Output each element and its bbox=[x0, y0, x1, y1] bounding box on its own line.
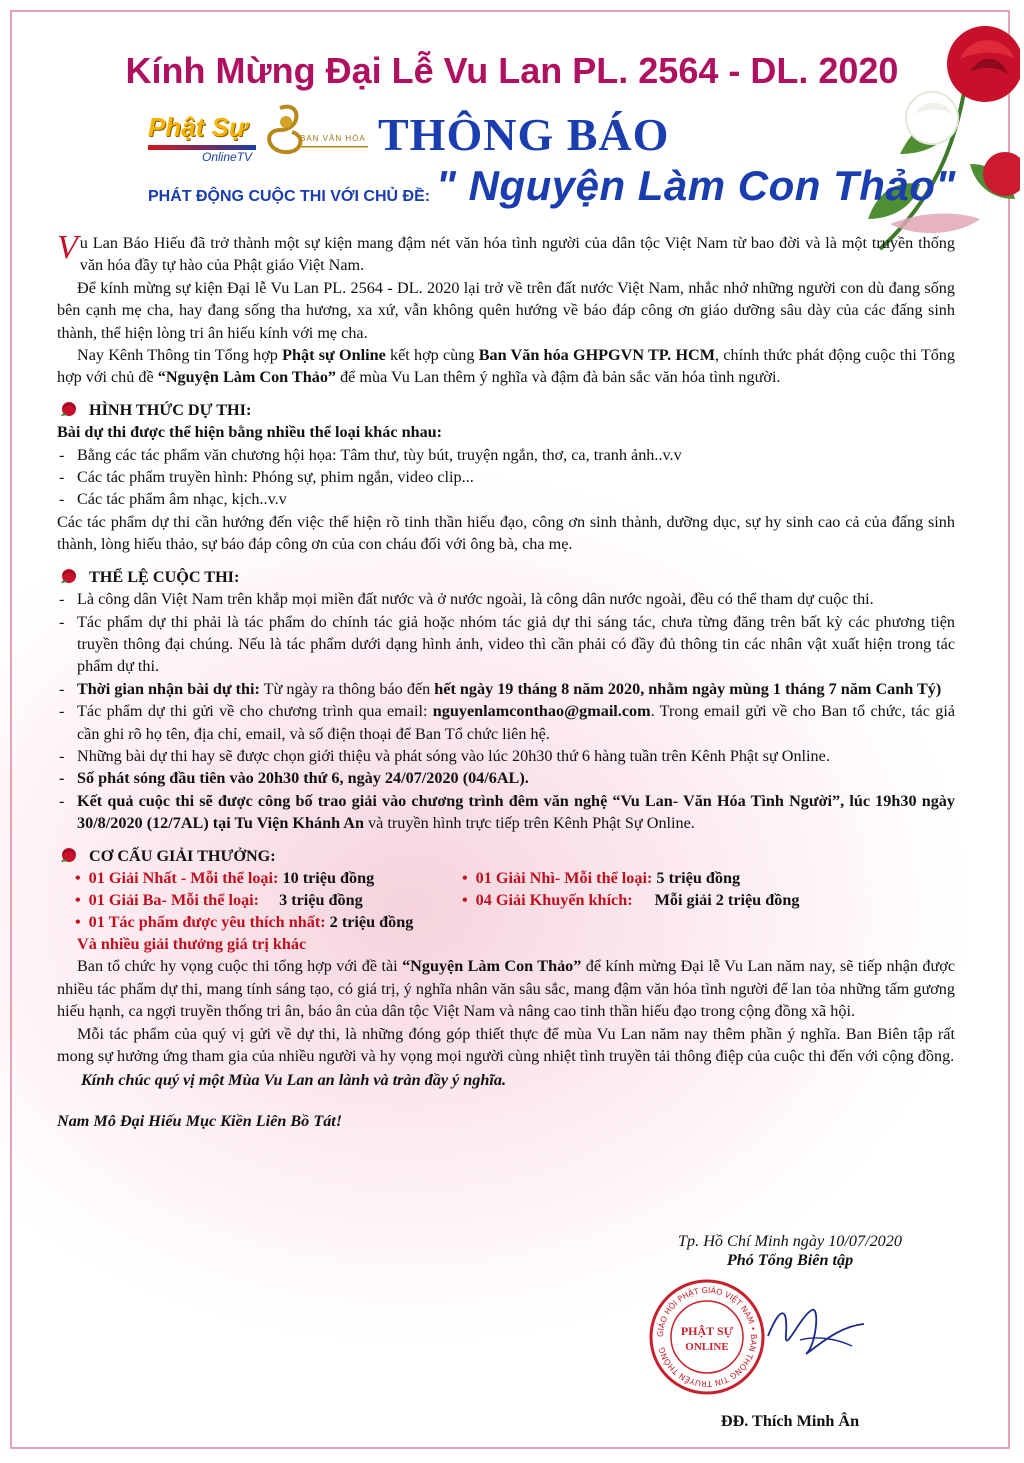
closing-1c: để kính mừng Đại lễ Vu Lan năm nay, sẽ tiếp nhận được nhiều tác phẩm dự thi, mang tính sáng tạo, có giá trị, ý nghĩa nhân văn sâu sắc, mang đậm văn hóa tình người để lan tỏa những tấm gương hiếu hạnh, ca ngợi truyền thống tri ân, báo ân của dân tộc Việt Nam và nâng cao tinh thần hiếu đạo trong cộng đồng xã hội. bbox=[57, 957, 955, 1021]
closing-paragraph-1 bbox=[57, 955, 955, 1022]
prize-favorite: • 01 Tác phẩm được yêu thích nhất: 2 triệu đồng bbox=[75, 912, 414, 931]
contest-theme-title: " Nguyện Làm Con Thảo" bbox=[436, 162, 956, 209]
form-item: - Các tác phẩm truyền hình: Phóng sự, phim ngắn, video clip... bbox=[57, 466, 955, 488]
rule-4b: . Trong email gửi về cho Ban tổ chức, tác giả cần ghi rõ họ tên, địa chỉ, email, và số điện thoại để Ban Tổ chức liên hệ. bbox=[77, 702, 955, 743]
intro-3g: để mùa Vu Lan thêm ý nghĩa và đậm đà bản sắc văn hóa tình người. bbox=[336, 368, 781, 387]
closing-1b: “Nguyện Làm Con Thảo” bbox=[402, 957, 582, 976]
rule-item bbox=[57, 790, 955, 835]
announcement-body bbox=[57, 229, 955, 1132]
rule-item bbox=[57, 700, 955, 745]
signer-position: Phó Tổng Biên tập bbox=[726, 1251, 854, 1269]
rules-heading-text: THỂ LỆ CUỘC THI: bbox=[89, 567, 240, 586]
rule-3b: Từ ngày ra thông báo đến bbox=[259, 679, 435, 698]
closing-paragraph-2: Mỗi tác phẩm của quý vị gửi về dự thi, là những đóng góp thiết thực để mùa Vu Lan năm nay thêm phần ý nghĩa. Ban Biên tập rất mong sự hưởng ứng tham gia của nhiều người và hy vọng mọi người cùng nhiệt tình truyền tải thông điệp của cuộc thi đến với cộng đồng. bbox=[57, 1024, 955, 1065]
rose-bullet-icon bbox=[57, 400, 79, 420]
section-prizes-heading bbox=[57, 845, 955, 867]
notice-heading: THÔNG BÁO bbox=[378, 109, 670, 160]
phatsu-logo-sub: OnlineTV bbox=[202, 150, 253, 164]
contest-email-link[interactable]: nguyenlamconthao@gmail.com bbox=[432, 702, 651, 721]
svg-text:PHẬT SỰ: PHẬT SỰ bbox=[680, 1324, 734, 1338]
music-note-logo-icon bbox=[262, 100, 372, 158]
prize-encouragement: • 04 Giải Khuyến khích: Mỗi giải 2 triệu đồng bbox=[462, 890, 800, 909]
phatsu-logo-text: Phật Sự bbox=[148, 112, 248, 142]
form-lead: Bài dự thi được thể hiện bằng nhiều thể loại khác nhau: bbox=[57, 423, 443, 442]
ban-van-hoa-logo bbox=[262, 100, 372, 158]
rule-item bbox=[57, 678, 955, 700]
section-rules-heading bbox=[57, 566, 955, 588]
prize-third: • 01 Giải Ba- Mỗi thể loại: 3 triệu đồng bbox=[75, 890, 363, 909]
closing-wish: Kính chúc quý vị một Mùa Vu Lan an lành và tràn đầy ý nghĩa. bbox=[81, 1071, 507, 1090]
rule-item: - Những bài dự thi hay sẽ được chọn giới thiệu và phát sóng vào lúc 20h30 thứ 6 hàng tuần trên Kênh Phật sự Online. bbox=[57, 745, 955, 767]
rule-3a: Thời gian nhận bài dự thi: bbox=[77, 679, 260, 698]
place-date: Tp. Hồ Chí Minh ngày 10/07/2020 bbox=[678, 1232, 902, 1250]
rule-item: - Là công dân Việt Nam trên khắp mọi miền đất nước và ở nước ngoài, là công dân nước ngoài, đều có thể tham dự cuộc thi. bbox=[57, 588, 955, 610]
handwritten-signature-icon bbox=[760, 1296, 870, 1366]
prize-extra: Và nhiều giải thưởng giá trị khác bbox=[77, 934, 307, 953]
intro-paragraph-3 bbox=[57, 344, 955, 389]
intro-text-1: u Lan Báo Hiếu đã trở thành một sự kiện mang đậm nét văn hóa tình người của dân tộc Việt Nam từ bao đời và là một truyền thống văn hóa đầy tự hào của Phật giáo Việt Nam. bbox=[79, 234, 955, 275]
svg-text:ONLINE: ONLINE bbox=[685, 1341, 729, 1353]
prize-second: • 01 Giải Nhì- Mỗi thể loại: 5 triệu đồng bbox=[462, 868, 741, 887]
rule-3c: hết ngày 19 tháng 8 năm 2020, nhằm ngày mùng 1 tháng 7 năm Canh Tý) bbox=[434, 679, 942, 698]
form-item: - Các tác phẩm âm nhạc, kịch..v.v bbox=[57, 488, 955, 510]
form-item: - Bằng các tác phẩm văn chương hội họa: Tâm thư, tùy bút, truyện ngắn, thơ, ca, tranh ảnh..v.v bbox=[57, 444, 955, 466]
ban-van-hoa-text: BAN VĂN HÓA bbox=[300, 134, 366, 143]
intro-3c: kết hợp cùng bbox=[385, 346, 479, 365]
prizes-heading-text: CƠ CẤU GIẢI THƯỞNG: bbox=[89, 846, 276, 865]
form-note: Các tác phẩm dự thi cần hướng đến việc thể hiện rõ tinh thần hiếu đạo, công ơn sinh thành, dưỡng dục, sự hy sinh cao cả của đấng sinh thành, lòng hiếu thảo, sự báo đáp công ơn của con cháu đối với ông bà, cha mẹ. bbox=[57, 512, 955, 554]
drop-cap-letter: V bbox=[57, 229, 78, 266]
phatsu-online-logo bbox=[148, 112, 258, 164]
rule-item: - Tác phẩm dự thi phải là tác phẩm do chính tác giả hoặc nhóm tác giả dự thi sáng tác, chưa từng đăng trên bất kỳ các phương tiện truyền thông đại chúng. Nếu là tác phẩm dưới dạng hình ảnh, video thì cần phải có đầy đủ thông tin các nhân vật xuất hiện trong tác phẩm dự thi. bbox=[57, 611, 955, 678]
form-heading-text: HÌNH THỨC DỰ THI: bbox=[89, 400, 252, 419]
closing-prayer: Nam Mô Đại Hiếu Mục Kiền Liên Bồ Tát! bbox=[57, 1111, 343, 1130]
section-form-heading bbox=[57, 399, 955, 421]
closing-1a: Ban tổ chức hy vọng cuộc thi tổng hợp với đề tài bbox=[77, 957, 403, 976]
intro-paragraph-1 bbox=[57, 229, 955, 277]
intro-3a: Nay Kênh Thông tin Tổng hợp bbox=[77, 346, 283, 365]
rose-bullet-icon bbox=[57, 846, 79, 866]
rule-7a: Kết quả cuộc thi sẽ được công bố trao giải vào chương trình đêm văn nghệ “Vu Lan- Văn Hóa Tình Người”, lúc 19h30 ngày 30/8/2020 (12/7AL) tại Tu Viện Khánh An bbox=[77, 791, 955, 833]
intro-3d: Ban Văn hóa GHPGVN TP. HCM bbox=[478, 346, 716, 365]
rule-7b: và truyền hình trực tiếp trên Kênh Phật Sự Online. bbox=[363, 814, 695, 833]
intro-3f: “Nguyện Làm Con Thảo” bbox=[157, 368, 337, 387]
header-title: Kính Mừng Đại Lễ Vu Lan PL. 2564 - DL. 2020 bbox=[125, 50, 899, 91]
intro-3e: , chính thức phát động cuộc thi Tổng hợp với chủ đề bbox=[57, 346, 955, 387]
official-seal-icon bbox=[648, 1278, 766, 1396]
intro-3b: Phật sự Online bbox=[282, 346, 386, 365]
intro-paragraph-2: Để kính mừng sự kiện Đại lễ Vu Lan PL. 2564 - DL. 2020 lại trở về trên đất nước Việt Nam, nhắc nhở những người con dù đang sống bên cạnh mẹ cha, hay đang sống tha hương, xa xứ, vẫn không quên hướng về báo đáp công ơn giáo dưỡng sâu dày của các đấng sinh thành, thể hiện lòng tri ân hiếu kính với mẹ cha. bbox=[57, 278, 955, 342]
rule-4a: Tác phẩm dự thi gửi về cho chương trình qua email: bbox=[77, 702, 433, 721]
rule-item: - Số phát sóng đầu tiên vào 20h30 thứ 6, ngày 24/07/2020 (04/6AL). bbox=[57, 767, 955, 789]
prize-list bbox=[57, 867, 955, 933]
rose-bullet-icon bbox=[57, 567, 79, 587]
svg-text:GIÁO HỘI PHẬT GIÁO VIỆT NAM •: GIÁO HỘI PHẬT GIÁO VIỆT NAM • BAN THÔNG TIN TRUYỀN THÔNG bbox=[655, 1285, 759, 1389]
signer-name: ĐĐ. Thích Minh Ân bbox=[720, 1412, 860, 1430]
contest-subtitle-label: PHÁT ĐỘNG CUỘC THI VỚI CHỦ ĐỀ: bbox=[148, 188, 431, 205]
prize-first: • 01 Giải Nhất - Mỗi thể loại: 10 triệu đồng bbox=[75, 868, 375, 887]
